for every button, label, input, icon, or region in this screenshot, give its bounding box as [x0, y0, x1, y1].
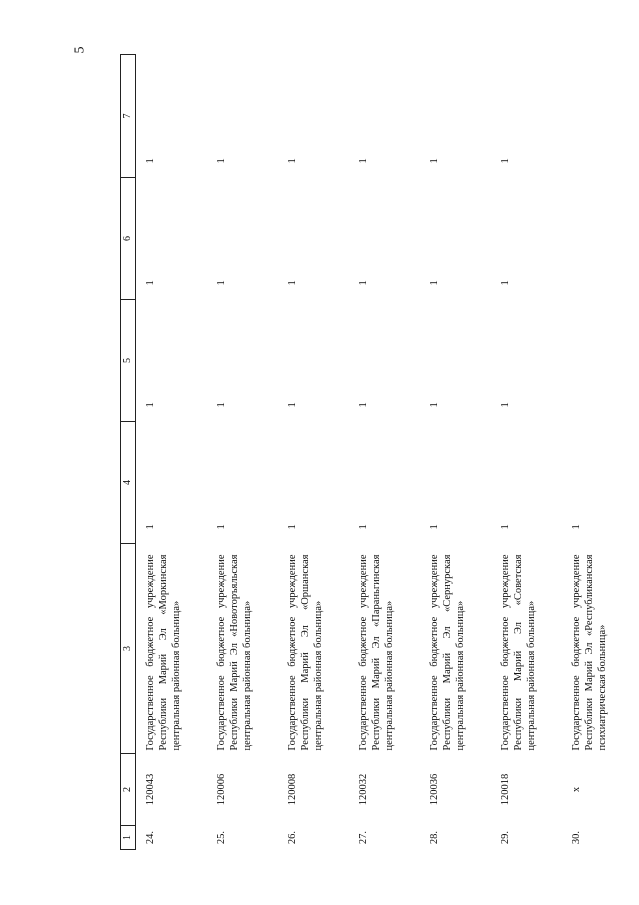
- row-number: 30.: [571, 830, 582, 845]
- header-row: [121, 55, 136, 850]
- row-value-7: 1: [287, 158, 298, 164]
- row-name-text: Государственное бюджетное учреждение Республики Марий Эл «Параньгинская центральная районная больница»: [358, 554, 396, 751]
- column-header: 2: [121, 754, 136, 826]
- row-name: [278, 544, 349, 754]
- row-value-6: 1: [287, 280, 298, 286]
- row-value-7: 1: [358, 158, 369, 164]
- row-value-5: 1: [358, 402, 369, 408]
- row-code: 120036: [429, 773, 440, 806]
- row-value-7: [562, 55, 633, 178]
- row-name: [136, 544, 208, 754]
- row-name-text: Государственное бюджетное учреждение Республики Марий Эл «Моркинская центральная районная больница»: [145, 554, 183, 751]
- column-header: 6: [121, 178, 136, 300]
- table-row: [207, 55, 278, 850]
- column-header: 7: [121, 55, 136, 178]
- row-value-4: 1: [429, 524, 440, 530]
- row-value-5: 1: [287, 402, 298, 408]
- table-row: [278, 55, 349, 850]
- row-code: 120008: [287, 773, 298, 806]
- row-value-7: 1: [216, 158, 227, 164]
- page-number: 5: [72, 46, 88, 54]
- column-header: 5: [121, 300, 136, 422]
- row-value-5: 1: [216, 402, 227, 408]
- table-container: [120, 55, 609, 850]
- row-value-6: [562, 178, 633, 300]
- row-value-5: 1: [145, 402, 156, 408]
- row-name-text: Государственное бюджетное учреждение Республики Марий Эл «Советская центральная районная больница»: [500, 554, 538, 751]
- column-header: 3: [121, 544, 136, 754]
- row-value-4: 1: [145, 524, 156, 530]
- row-value-6: 1: [145, 280, 156, 286]
- row-name-text: Государственное бюджетное учреждение Республики Марий Эл «Новоторъяльская центральная районная больница»: [216, 554, 254, 751]
- row-value-4: 1: [287, 524, 298, 530]
- row-value-5: 1: [500, 402, 511, 408]
- row-name-text: Государственное бюджетное учреждение Республики Марий Эл «Сернурская центральная районная больница»: [429, 554, 467, 751]
- row-code: 120043: [145, 773, 156, 806]
- row-value-4: 1: [500, 524, 511, 530]
- row-name: [207, 544, 278, 754]
- row-value-4: 1: [358, 524, 369, 530]
- row-name: [420, 544, 491, 754]
- table-row: [420, 55, 491, 850]
- row-number: 26.: [287, 830, 298, 845]
- row-value-7: 1: [429, 158, 440, 164]
- row-code: 120018: [500, 773, 511, 806]
- row-code: 120006: [216, 773, 227, 806]
- row-value-6: 1: [429, 280, 440, 286]
- table-row: [349, 55, 420, 850]
- column-header: 1: [121, 826, 136, 850]
- row-number: 28.: [429, 830, 440, 845]
- row-value-6: 1: [216, 280, 227, 286]
- row-value-6: 1: [500, 280, 511, 286]
- table-row: [562, 55, 633, 850]
- row-number: 25.: [216, 830, 227, 845]
- row-value-7: 1: [145, 158, 156, 164]
- row-value-6: 1: [358, 280, 369, 286]
- row-name-text: Государственное бюджетное учреждение Республики Марий Эл «Оршанская центральная районная больница»: [287, 554, 325, 751]
- row-value-4: 1: [571, 524, 582, 530]
- table-row: [491, 55, 562, 850]
- table-row: [136, 55, 208, 850]
- row-name: [491, 544, 562, 754]
- row-value-7: 1: [500, 158, 511, 164]
- row-value-4: 1: [216, 524, 227, 530]
- row-value-5: [562, 300, 633, 422]
- row-value-5: 1: [429, 402, 440, 408]
- column-header: 4: [121, 422, 136, 544]
- row-name-text: Государственное бюджетное учреждение Республики Марий Эл «Республиканская психиатрическая больница»: [571, 554, 609, 751]
- row-name: [562, 544, 633, 754]
- data-table: [120, 54, 633, 850]
- row-code: 120032: [358, 773, 369, 806]
- row-number: 27.: [358, 830, 369, 845]
- row-number: 24.: [145, 830, 156, 845]
- row-number: 29.: [500, 830, 511, 845]
- row-code: х: [571, 786, 582, 793]
- row-name: [349, 544, 420, 754]
